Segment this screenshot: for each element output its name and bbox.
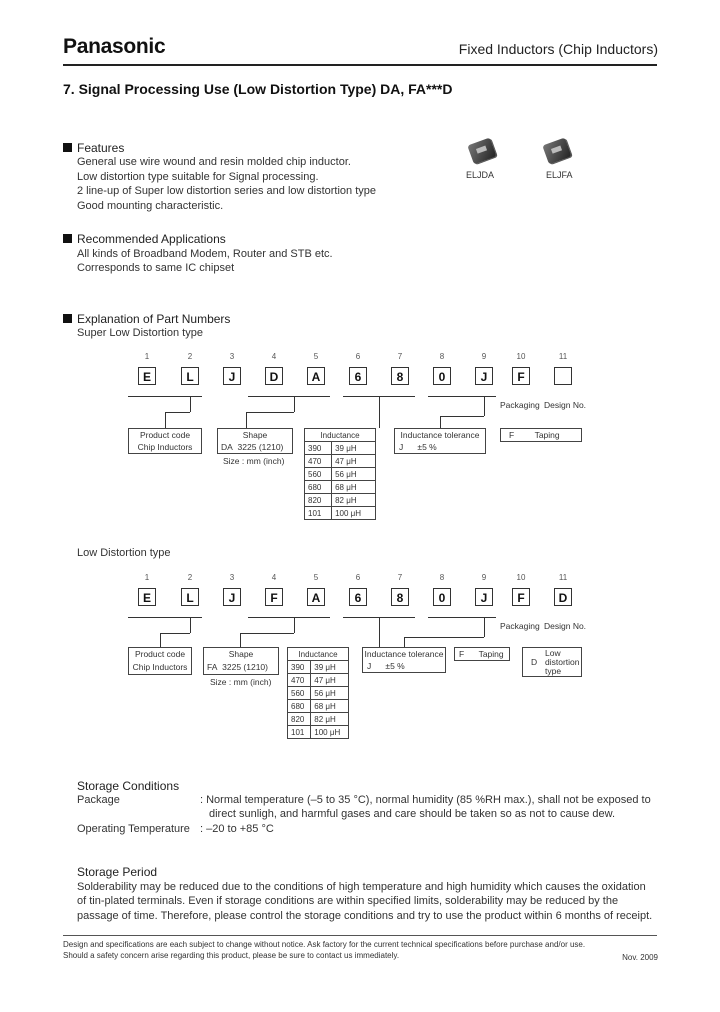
position-number: 11 <box>558 573 568 582</box>
shape-box <box>217 428 293 454</box>
packaging-label: Packaging <box>500 621 540 631</box>
packaging-box <box>454 647 510 661</box>
inductance-header: Inductance <box>305 429 376 442</box>
connector-line <box>190 617 191 633</box>
connector-line <box>246 412 294 413</box>
inductance-code: 470 <box>305 455 332 468</box>
inductance-code: 820 <box>305 494 332 507</box>
tolerance-box <box>394 428 486 454</box>
position-number: 8 <box>439 573 445 582</box>
underline-bracket <box>248 617 330 618</box>
bullet-square-icon <box>63 143 72 152</box>
inductance-value: 39 μH <box>332 442 376 455</box>
product-code-value: Chip Inductors <box>137 442 193 452</box>
product-code-label: Product code <box>139 430 191 440</box>
connector-line <box>379 617 380 647</box>
position-number: 1 <box>144 573 150 582</box>
design-value: Low distortion type <box>545 648 580 676</box>
position-number: 2 <box>187 352 193 361</box>
part-numbers-heading: Explanation of Part Numbers <box>63 312 230 326</box>
connector-line <box>246 412 247 428</box>
connector-line <box>240 633 294 634</box>
package-text: direct sunligh, and harmful gases and care should be taken so as not to cause dew. <box>209 808 616 820</box>
tolerance-label: Inductance tolerance <box>400 430 480 440</box>
storage-period-text: of tin-plated terminals. Even if storage conditions are within specified limits, solderability may be reduced by the <box>77 895 619 907</box>
size-note: Size : mm (inch) <box>210 677 272 687</box>
storage-period-text: passage of time. Therefore, please control the storage conditions and try to use the product within 6 months of receipt. <box>77 910 653 922</box>
part-char-box: J <box>475 588 493 606</box>
part-char-box: J <box>223 588 241 606</box>
application-item: All kinds of Broadband Modem, Router and STB etc. <box>77 248 333 260</box>
part-char-box: 0 <box>433 588 451 606</box>
position-number: 4 <box>271 573 277 582</box>
part-char-box: D <box>554 588 572 606</box>
connector-line <box>484 396 485 416</box>
feature-item: 2 line-up of Super low distortion series and low distortion type <box>77 185 376 197</box>
inductance-table <box>287 647 349 739</box>
inductance-value: 56 μH <box>332 468 376 481</box>
table-row <box>288 661 349 674</box>
part-char-box: 8 <box>391 588 409 606</box>
size-note: Size : mm (inch) <box>223 456 285 466</box>
footer-notice: Should a safety concern arise regarding this product, please be sure to contact us immediately. <box>63 951 400 960</box>
packaging-box <box>500 428 582 442</box>
position-number: 7 <box>397 352 403 361</box>
position-number: 11 <box>558 352 568 361</box>
table-row <box>305 442 376 455</box>
position-number: 9 <box>481 573 487 582</box>
connector-line <box>160 633 161 647</box>
underline-bracket <box>248 396 330 397</box>
table-row <box>305 468 376 481</box>
underline-bracket <box>428 617 496 618</box>
inductance-value: 82 μH <box>311 713 349 726</box>
connector-line <box>440 416 484 417</box>
footer-date: Nov. 2009 <box>622 953 658 962</box>
position-number: 5 <box>313 573 319 582</box>
product-code-value: Chip Inductors <box>132 662 188 672</box>
chip-caption-fa: ELJFA <box>546 170 573 180</box>
connector-line <box>379 396 380 428</box>
inductance-code: 390 <box>288 661 311 674</box>
inductance-value: 82 μH <box>332 494 376 507</box>
tolerance-box <box>362 647 446 673</box>
brand-logo: Panasonic <box>63 35 166 58</box>
shape-code: DA <box>221 442 233 452</box>
packaging-value: Taping <box>478 649 504 659</box>
feature-item: General use wire wound and resin molded chip inductor. <box>77 156 351 168</box>
connector-line <box>165 412 190 413</box>
part-char-box: E <box>138 367 156 385</box>
storage-conditions-heading: Storage Conditions <box>77 779 180 793</box>
position-number: 3 <box>229 573 235 582</box>
applications-heading: Recommended Applications <box>63 232 226 246</box>
position-number: 10 <box>516 352 526 361</box>
tolerance-code: J <box>399 442 404 452</box>
operating-temperature-label: Operating Temperature <box>77 823 190 835</box>
table-row <box>305 481 376 494</box>
connector-line <box>165 412 166 428</box>
low-distortion-subtitle: Low Distortion type <box>77 547 171 559</box>
inductance-value: 100 μH <box>332 507 376 520</box>
shape-box <box>203 647 279 675</box>
position-number: 7 <box>397 573 403 582</box>
operating-temperature-value: : –20 to +85 °C <box>200 823 274 835</box>
connector-line <box>484 617 485 637</box>
bullet-square-icon <box>63 314 72 323</box>
section-title: 7. Signal Processing Use (Low Distortion Type) DA, FA***D <box>63 81 453 97</box>
part-char-box: A <box>307 588 325 606</box>
header-divider <box>63 64 657 66</box>
footer-notice: Design and specifications are each subject to change without notice. Ask factory for the current technical specifications before purchase and/or use. <box>63 940 586 949</box>
part-char-box: 8 <box>391 367 409 385</box>
table-row <box>288 700 349 713</box>
bullet-square-icon <box>63 234 72 243</box>
connector-line <box>240 633 241 647</box>
inductance-value: 39 μH <box>311 661 349 674</box>
inductance-value: 47 μH <box>332 455 376 468</box>
storage-period-heading: Storage Period <box>77 865 158 879</box>
connector-line <box>190 396 191 412</box>
part-char-box: A <box>307 367 325 385</box>
table-row <box>288 687 349 700</box>
chip-caption-da: ELJDA <box>466 170 495 180</box>
connector-line <box>404 637 484 638</box>
inductance-code: 390 <box>305 442 332 455</box>
part-char-box: F <box>512 367 530 385</box>
chip-inductor-image-fa <box>542 137 571 164</box>
shape-label: Shape <box>228 649 254 659</box>
application-item: Corresponds to same IC chipset <box>77 262 235 274</box>
position-number: 2 <box>187 573 193 582</box>
table-row <box>288 674 349 687</box>
shape-label: Shape <box>242 430 268 440</box>
table-row <box>305 494 376 507</box>
part-char-box <box>554 367 572 385</box>
position-number: 5 <box>313 352 319 361</box>
footer-divider <box>63 935 657 936</box>
position-number: 4 <box>271 352 277 361</box>
table-row <box>288 713 349 726</box>
design-code: D <box>531 657 538 667</box>
tolerance-value: ±5 % <box>417 442 437 452</box>
inductance-code: 680 <box>305 481 332 494</box>
shape-value: 3225 (1210) <box>222 662 268 672</box>
position-number: 6 <box>355 352 361 361</box>
product-code-label: Product code <box>134 649 186 659</box>
packaging-label: Packaging <box>500 400 540 410</box>
packaging-code: F <box>509 430 515 440</box>
inductance-code: 470 <box>288 674 311 687</box>
connector-line <box>294 396 295 412</box>
underline-bracket <box>428 396 496 397</box>
shape-code: FA <box>207 662 218 672</box>
package-text: : Normal temperature (–5 to 35 °C), normal humidity (85 %RH max.), shall not be exposed to <box>200 794 651 806</box>
design-no-box <box>522 647 582 677</box>
inductance-code: 101 <box>305 507 332 520</box>
position-number: 1 <box>144 352 150 361</box>
inductance-value: 56 μH <box>311 687 349 700</box>
features-heading: Features <box>63 141 124 155</box>
part-char-box: D <box>265 367 283 385</box>
connector-line <box>294 617 295 633</box>
product-code-box <box>128 428 202 454</box>
feature-item: Low distortion type suitable for Signal processing. <box>77 171 319 183</box>
inductance-code: 560 <box>305 468 332 481</box>
inductance-value: 47 μH <box>311 674 349 687</box>
tolerance-label: Inductance tolerance <box>364 649 444 659</box>
shape-value: 3225 (1210) <box>237 442 284 452</box>
tolerance-code: J <box>367 661 372 671</box>
connector-line <box>404 637 405 647</box>
part-char-box: E <box>138 588 156 606</box>
super-low-subtitle: Super Low Distortion type <box>77 327 203 339</box>
package-label: Package <box>77 794 120 806</box>
part-char-box: J <box>223 367 241 385</box>
position-number: 3 <box>229 352 235 361</box>
inductance-header: Inductance <box>288 648 349 661</box>
position-number: 10 <box>516 573 526 582</box>
part-char-box: F <box>512 588 530 606</box>
tolerance-value: ±5 % <box>385 661 405 671</box>
inductance-value: 100 μH <box>311 726 349 739</box>
connector-line <box>160 633 190 634</box>
document-title: Fixed Inductors (Chip Inductors) <box>458 41 658 57</box>
inductance-value: 68 μH <box>332 481 376 494</box>
part-char-box: J <box>475 367 493 385</box>
position-number: 8 <box>439 352 445 361</box>
part-char-box: 6 <box>349 367 367 385</box>
design-no-label: Design No. <box>544 400 587 410</box>
inductance-code: 680 <box>288 700 311 713</box>
inductance-value: 68 μH <box>311 700 349 713</box>
inductance-code: 820 <box>288 713 311 726</box>
inductance-table <box>304 428 376 520</box>
table-row <box>288 726 349 739</box>
design-no-label: Design No. <box>544 621 587 631</box>
packaging-code: F <box>459 649 465 659</box>
table-row <box>305 455 376 468</box>
part-char-box: 6 <box>349 588 367 606</box>
inductance-code: 560 <box>288 687 311 700</box>
chip-inductor-image-da <box>467 137 496 164</box>
feature-item: Good mounting characteristic. <box>77 200 224 212</box>
position-number: 6 <box>355 573 361 582</box>
part-char-box: 0 <box>433 367 451 385</box>
part-char-box: L <box>181 367 199 385</box>
part-char-box: L <box>181 588 199 606</box>
table-row <box>305 507 376 520</box>
storage-period-text: Solderability may be reduced due to the conditions of high temperature and high humidity which causes the oxidation <box>77 881 646 893</box>
product-code-box <box>128 647 192 675</box>
part-char-box: F <box>265 588 283 606</box>
connector-line <box>440 416 441 428</box>
inductance-code: 101 <box>288 726 311 739</box>
packaging-value: Taping <box>534 430 560 440</box>
position-number: 9 <box>481 352 487 361</box>
